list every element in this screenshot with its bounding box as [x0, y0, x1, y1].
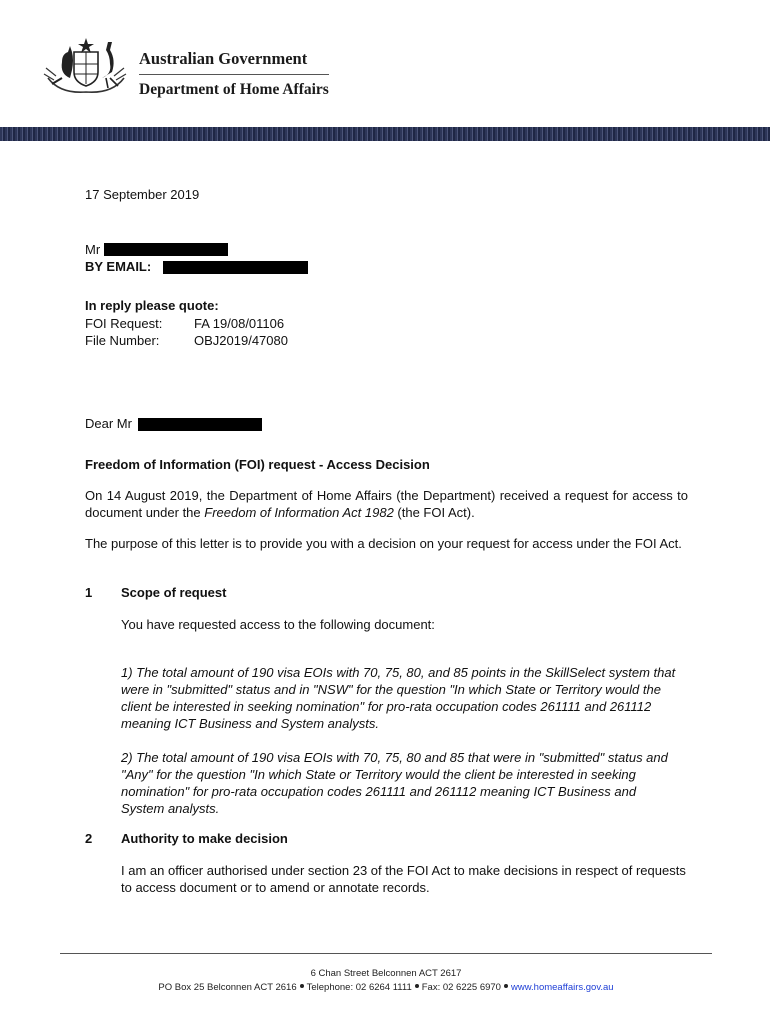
act-title: Freedom of Information Act 1982	[204, 505, 394, 520]
by-email-label: BY EMAIL:	[85, 259, 152, 274]
footer-rule	[60, 953, 712, 954]
scope-intro: You have requested access to the following document:	[121, 617, 435, 632]
footer-po-box: PO Box 25 Belconnen ACT 2616	[158, 982, 297, 993]
file-number-label: File Number:	[85, 333, 160, 348]
file-number-value: OBJ2019/47080	[194, 333, 288, 348]
header-rule	[139, 74, 329, 75]
agency-name	[139, 49, 329, 100]
bullet-icon	[415, 984, 419, 988]
purpose-paragraph: The purpose of this letter is to provide you with a decision on your request for access under the FOI Act.	[85, 536, 682, 551]
foi-request-value: FA 19/08/01106	[194, 316, 285, 331]
header-banner	[0, 127, 770, 141]
coat-of-arms-icon	[40, 34, 132, 98]
intro-text-start: On 14 August 2019, the Department of Home Affairs (the Department) received a request for access to document under the	[85, 488, 688, 520]
addressee-prefix: Mr	[85, 242, 101, 257]
salutation: Dear Mr	[85, 416, 132, 431]
department-name: Department of Home Affairs	[139, 81, 329, 98]
request-item-1: 1) The total amount of 190 visa EOIs with 70, 75, 80, and 85 points in the SkillSelect system that were in "submitted" status and in "NSW" for the question "In which State or Territory would the client be interested in seeking nomination" for pro-rata occupation codes 261111 and 261112 meaning ICT Business and System analysts.	[121, 665, 676, 731]
authority-paragraph: I am an officer authorised under section 23 of the FOI Act to make decisions in respect of requests to access document or to amend or annotate records.	[121, 863, 686, 895]
reply-heading: In reply please quote:	[85, 298, 219, 313]
footer-fax: Fax: 02 6225 6970	[421, 982, 501, 993]
intro-text-end: (the FOI Act).	[393, 505, 475, 520]
footer-contact-line	[60, 982, 712, 994]
footer-telephone: Telephone: 02 6264 1111	[306, 982, 412, 993]
request-item-2: 2) The total amount of 190 visa EOIs with 70, 75, 80 and 85 that were in "submitted" status and "Any" for the question "In which State or Territory would the client be interested in seeking nomination" for pro-rata occupation codes 261111 and 261112 meaning ICT Business and System analysts.	[121, 750, 668, 816]
redaction-bar	[163, 261, 308, 274]
letter-date: 17 September 2019	[85, 187, 200, 202]
footer-website-link[interactable]: www.homeaffairs.gov.au	[510, 982, 614, 993]
bullet-icon	[300, 984, 304, 988]
footer-street-address: 6 Chan Street Belconnen ACT 2617	[310, 968, 462, 979]
redaction-bar	[104, 243, 228, 256]
subject-line: Freedom of Information (FOI) request - Access Decision	[85, 457, 430, 472]
intro-paragraph	[85, 487, 688, 521]
section-heading: Authority to make decision	[121, 831, 288, 846]
bullet-icon	[504, 984, 508, 988]
foi-request-label: FOI Request:	[85, 316, 163, 331]
section-number: 2	[85, 831, 93, 846]
section-number: 1	[85, 585, 93, 600]
section-heading: Scope of request	[121, 585, 227, 600]
redaction-bar	[138, 418, 262, 431]
government-name: Australian Government	[139, 49, 308, 68]
